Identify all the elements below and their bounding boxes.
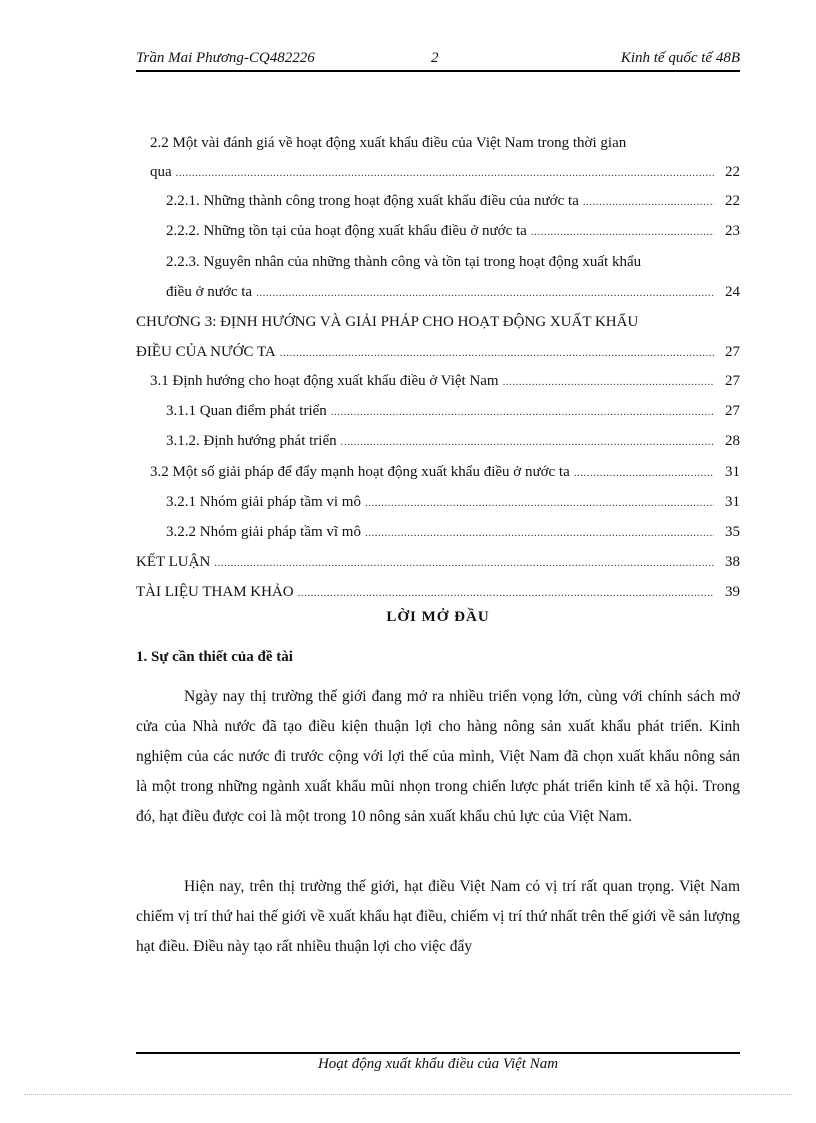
section-heading: 1. Sự cần thiết của đề tài [136, 649, 293, 665]
toc-leader [365, 491, 714, 515]
toc-title: KẾT LUẬN [136, 554, 211, 570]
footer-divider [136, 1052, 740, 1054]
toc-entry-2-2-2[interactable] [166, 219, 740, 243]
toc-title: 3.1.2. Định hướng phát triển [166, 433, 337, 449]
toc-title: TÀI LIỆU THAM KHẢO [136, 584, 294, 600]
toc-page: 23 [725, 223, 740, 239]
toc-leader [574, 461, 714, 485]
toc-page: 31 [725, 464, 740, 480]
toc-title: 3.2.2 Nhóm giải pháp tầm vĩ mô [166, 524, 361, 540]
toc-entry-2-2-line1: 2.2 Một vài đánh giá về hoạt động xuất khẩu điều của Việt Nam trong thời gian [150, 135, 627, 151]
toc-leader [280, 341, 714, 365]
header-course: Kinh tế quốc tế 48B [620, 50, 740, 66]
toc-page: 31 [725, 494, 740, 510]
toc-entry-references[interactable] [136, 580, 740, 604]
toc-page: 38 [725, 554, 740, 570]
toc-title: qua [150, 164, 172, 180]
intro-title: LỜI MỞ ĐẦU [386, 609, 490, 625]
toc-leader [583, 190, 714, 214]
toc-page: 22 [725, 193, 740, 209]
toc-title: 3.1.1 Quan điểm phát triển [166, 403, 327, 419]
toc-entry-3-2[interactable] [150, 460, 740, 484]
toc-title: 2.2.2. Những tồn tại của hoạt động xuất khẩu điều ở nước ta [166, 223, 527, 239]
toc-leader [531, 220, 714, 244]
toc-entry-2-2-1[interactable] [166, 189, 740, 213]
intro-paragraph-1: Ngày nay thị trường thế giới đang mở ra nhiều triển vọng lớn, cùng với chính sách mở cửa của Nhà nước đã tạo điều kiện thuận lợi cho hàng nông sản xuất khẩu phát triển. Kinh nghiệm của các nước đi trước cộng với lợi thế của mình, Việt Nam đã chọn xuất khẩu nông sản là một trong những ngành xuất khẩu mũi nhọn trong chiến lược phát triển kinh tế xã hội. Trong đó, hạt điều được coi là một trong 10 nông sản xuất khẩu chủ lực của Việt Nam. [136, 688, 740, 825]
toc-leader [503, 370, 714, 394]
toc-title: 2.2.1. Những thành công trong hoạt động xuất khẩu điều của nước ta [166, 193, 579, 209]
toc-entry-3-2-1[interactable] [166, 490, 740, 514]
toc-title: 3.1 Định hướng cho hoạt động xuất khẩu điều ở Việt Nam [150, 373, 499, 389]
toc-entry-conclusion[interactable] [136, 550, 740, 574]
toc-page: 39 [725, 584, 740, 600]
toc-leader [214, 551, 714, 575]
toc-page: 22 [725, 164, 740, 180]
toc-leader [176, 161, 714, 185]
toc-title: điều ở nước ta [166, 284, 253, 300]
toc-page: 28 [725, 433, 740, 449]
toc-title: 3.2.1 Nhóm giải pháp tầm vi mô [166, 494, 361, 510]
toc-page: 27 [725, 403, 740, 419]
header-author: Trần Mai Phương-CQ482226 [136, 50, 315, 66]
toc-title: ĐIỀU CỦA NƯỚC TA [136, 344, 276, 360]
toc-title: 3.2 Một số giải pháp để đẩy mạnh hoạt động xuất khẩu điều ở nước ta [150, 464, 570, 480]
toc-leader [298, 581, 714, 605]
toc-chapter-3-line1: CHƯƠNG 3: ĐỊNH HƯỚNG VÀ GIẢI PHÁP CHO HOẠT ĐỘNG XUẤT KHẨU [136, 314, 639, 330]
toc-leader [341, 430, 714, 454]
toc-entry-2-2-3-line1: 2.2.3. Nguyên nhân của những thành công và tồn tại trong hoạt động xuất khẩu [166, 254, 642, 270]
intro-paragraph-2: Hiện nay, trên thị trường thế giới, hạt điều Việt Nam có vị trí rất quan trọng. Việt Nam chiếm vị trí thứ hai thế giới về xuất khẩu hạt điều, chiếm vị trí thứ nhất trên thế giới về sản lượng hạt điều. Điều này tạo rất nhiều thuận lợi cho việc đẩy [136, 878, 740, 955]
page-header [136, 48, 740, 72]
toc-page: 27 [725, 373, 740, 389]
header-page-number: 2 [431, 50, 439, 66]
toc-chapter-3[interactable] [136, 340, 740, 364]
page-bottom-divider [24, 1094, 792, 1095]
toc-page: 35 [725, 524, 740, 540]
toc-entry-2-2[interactable] [150, 160, 740, 184]
toc-leader [256, 281, 714, 305]
toc-entry-3-2-2[interactable] [166, 520, 740, 544]
toc-page: 24 [725, 284, 740, 300]
toc-entry-2-2-3[interactable] [166, 280, 740, 304]
toc-entry-3-1-2[interactable] [166, 429, 740, 453]
toc-leader [331, 400, 714, 424]
toc-leader [365, 521, 714, 545]
footer-title: Hoạt động xuất khẩu điều của Việt Nam [317, 1056, 559, 1072]
toc-page: 27 [725, 344, 740, 360]
toc-entry-3-1[interactable] [150, 369, 740, 393]
toc-entry-3-1-1[interactable] [166, 399, 740, 423]
